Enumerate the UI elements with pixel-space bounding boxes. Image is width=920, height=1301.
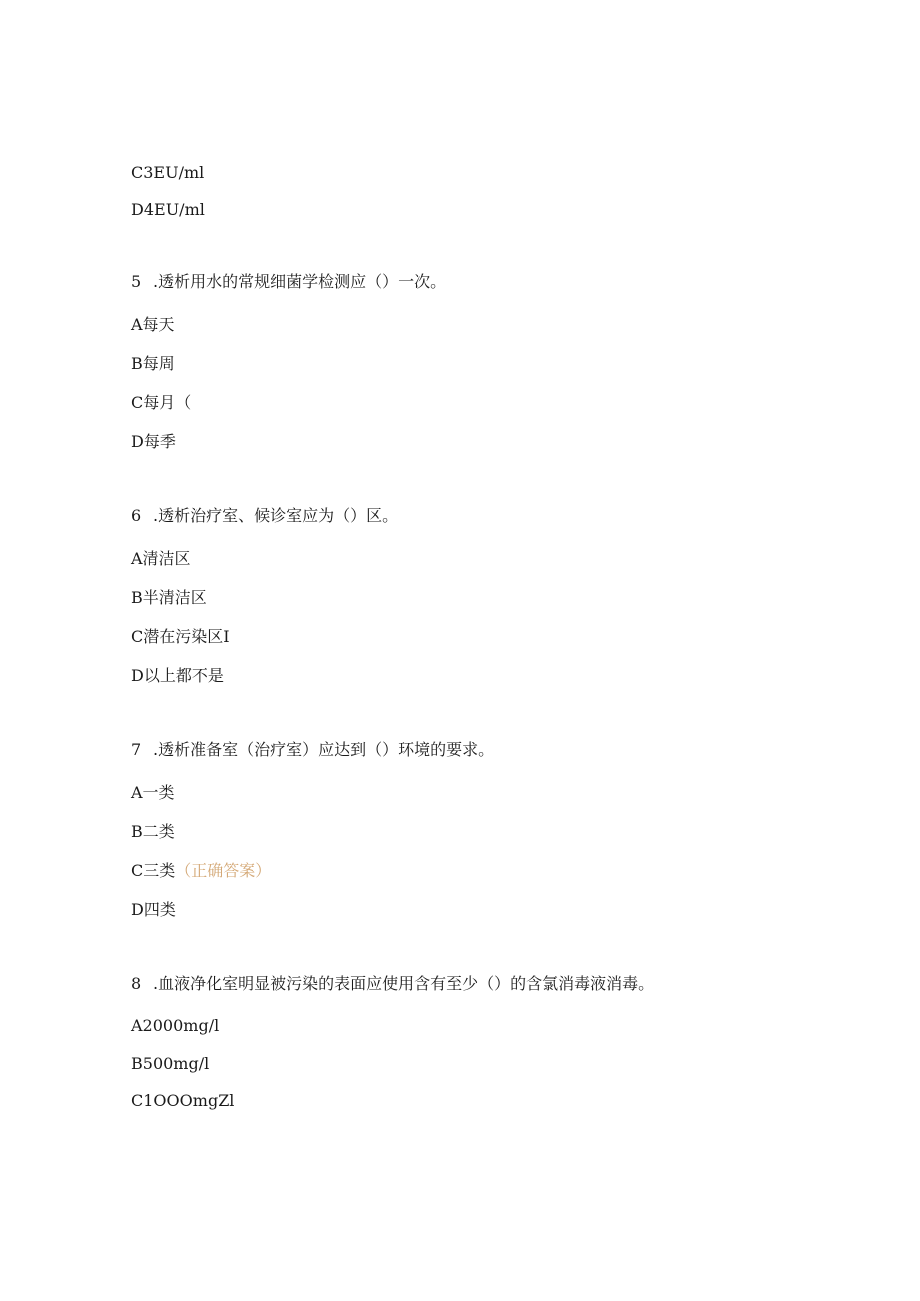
question-number: 7 xyxy=(131,740,142,759)
question-line xyxy=(131,974,654,994)
question-text: .透析治疗室、候诊室应为（）区。 xyxy=(153,506,399,525)
question-text: .血液净化室明显被污染的表面应使用含有至少（）的含氯消毒液消毒。 xyxy=(153,974,655,993)
question-line xyxy=(131,740,494,760)
option-text: A每天 xyxy=(131,315,175,334)
option-line xyxy=(131,1054,209,1074)
option-text: B每周 xyxy=(131,354,175,373)
option-line xyxy=(131,627,230,647)
option-text: D每季 xyxy=(131,432,176,451)
option-line xyxy=(131,861,271,881)
option-line xyxy=(131,900,176,920)
option-text: A2000mg/l xyxy=(131,1016,220,1035)
question-number: 5 xyxy=(131,272,142,291)
option-line xyxy=(131,200,205,220)
option-text: D4EU/ml xyxy=(131,200,205,219)
option-line xyxy=(131,666,224,686)
option-line xyxy=(131,783,175,803)
question-number: 6 xyxy=(131,506,142,525)
question-line xyxy=(131,506,398,526)
question-text: .透析用水的常规细菌学检测应（）一次。 xyxy=(153,272,447,291)
question-number: 8 xyxy=(131,974,142,993)
option-line xyxy=(131,549,191,569)
option-text: B二类 xyxy=(131,822,175,841)
question-text: .透析准备室（治疗室）应达到（）环境的要求。 xyxy=(153,740,495,759)
option-text: C每月（ xyxy=(131,393,192,412)
option-text: C1OOOmgZl xyxy=(131,1091,235,1110)
option-line xyxy=(131,163,204,183)
option-text: A清洁区 xyxy=(131,549,191,568)
option-line xyxy=(131,588,207,608)
option-line xyxy=(131,432,176,452)
option-line xyxy=(131,354,175,374)
option-line xyxy=(131,1016,219,1036)
option-line xyxy=(131,822,175,842)
option-text: D以上都不是 xyxy=(131,666,224,685)
option-text: A一类 xyxy=(131,783,175,802)
option-text: C3EU/ml xyxy=(131,163,205,182)
question-line xyxy=(131,272,446,292)
option-text: B半清洁区 xyxy=(131,588,207,607)
option-text: D四类 xyxy=(131,900,176,919)
option-text: C三类 xyxy=(131,861,176,880)
correct-answer-note: （正确答案） xyxy=(175,861,272,880)
option-line xyxy=(131,1091,234,1111)
option-line xyxy=(131,315,175,335)
option-text: C潜在污染区I xyxy=(131,627,230,646)
option-text: B500mg/l xyxy=(131,1054,210,1073)
option-line xyxy=(131,393,191,413)
